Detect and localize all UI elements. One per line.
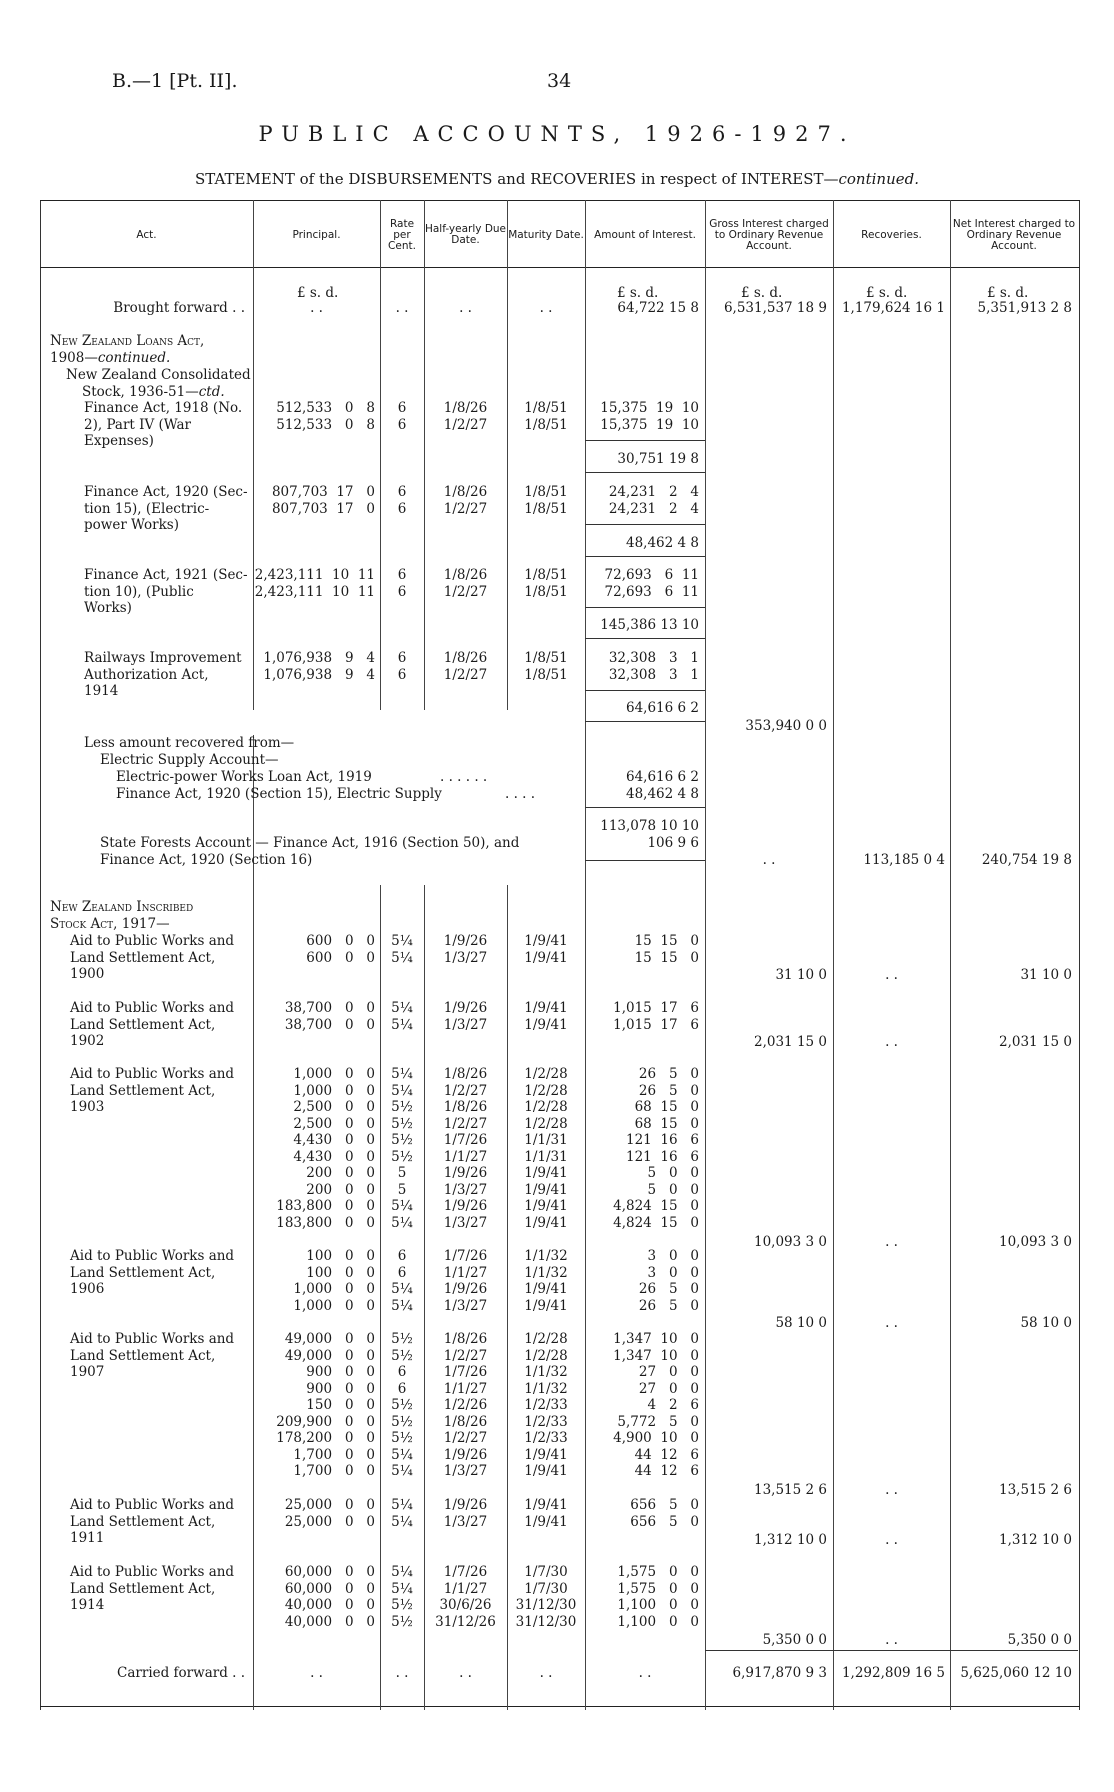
nz-loans-act-heading: New Zealand Loans Act, [50, 333, 205, 349]
amount-aid-1906: 3 0 0 3 0 0 26 5 0 26 5 0 [638, 1248, 699, 1314]
amount-aid-1914: 1,575 0 0 1,575 0 0 1,100 0 0 1,100 0 0 [617, 1564, 699, 1630]
maturity-aid-1907: 1/2/28 1/2/28 1/1/32 1/1/32 1/2/33 1/2/33 1/2/33 1/9/41 1/9/41 [524, 1331, 568, 1479]
rate-aid-1902: 5¼ 5¼ [391, 1000, 413, 1033]
recoveries-currency: £ s. d. [866, 285, 908, 301]
col-divider [380, 200, 381, 710]
amount-aid-1907: 1,347 10 0 1,347 10 0 27 0 0 27 0 0 4 2 6 5,772 5 0 4,900 10 0 44 12 6 44 12 6 [613, 1331, 699, 1479]
state-forests-finance-1920: Finance Act, 1920 (Section 16) [100, 852, 313, 868]
electric-power-works-loan-act: Electric-power Works Loan Act, 1919 [116, 769, 372, 785]
rate-finance-1918: 6 6 [397, 400, 407, 433]
maturity-aid-1914: 1/7/30 1/7/30 31/12/30 31/12/30 [515, 1564, 577, 1630]
brought-net: 5,351,913 2 8 [977, 300, 1072, 316]
principal-aid-1902: 38,700 0 0 38,700 0 0 [284, 1000, 375, 1033]
principal-currency: £ s. d. [297, 285, 339, 301]
due-railways-1914: 1/8/26 1/2/27 [443, 650, 488, 683]
total-finance-1918: 30,751 19 8 [617, 451, 699, 467]
col-header-maturity: Maturity Date. [508, 228, 584, 241]
act-aid-1911: Aid to Public Works and Land Settlement Act, 1911 [70, 1497, 235, 1546]
due-aid-1903: 1/8/26 1/2/27 1/8/26 1/2/27 1/7/26 1/1/27 1/9/26 1/3/27 1/9/26 1/3/27 [443, 1066, 488, 1231]
col-header-net: Net Interest charged to Ordinary Revenue Account. [952, 217, 1076, 252]
net-aid-1911: 1,312 10 0 [999, 1532, 1072, 1548]
principal-railways-1914: 1,076,938 9 4 1,076,938 9 4 [263, 650, 375, 683]
amount-currency: £ s. d. [617, 285, 659, 301]
col-divider [424, 200, 425, 710]
subtotal-rule [585, 556, 705, 557]
recovery-electric-1919: 64,616 6 2 [626, 769, 699, 785]
page-title: PUBLIC ACCOUNTS, 1926-1927. [258, 122, 856, 146]
gross-aid-1914: 5,350 0 0 [762, 1632, 827, 1648]
table-bottom-rule [40, 1706, 1080, 1707]
net-currency: £ s. d. [987, 285, 1029, 301]
net-aid-1907: 13,515 2 6 [999, 1482, 1072, 1498]
carried-forward-label: Carried forward . . [117, 1665, 245, 1681]
brought-principal-dots: . . [310, 300, 323, 316]
gross-currency: £ s. d. [741, 285, 783, 301]
due-aid-1907: 1/8/26 1/2/27 1/7/26 1/1/27 1/2/26 1/8/26 1/2/27 1/9/26 1/3/27 [443, 1331, 488, 1479]
act-railways-1914: Railways Improvement Authorization Act, 1914 [84, 650, 242, 699]
subtotal-rule [585, 690, 705, 691]
due-aid-1906: 1/7/26 1/1/27 1/9/26 1/3/27 [443, 1248, 488, 1314]
total-railways-1914: 64,616 6 2 [626, 700, 699, 716]
less-gross-dots: . . [762, 852, 776, 868]
recoveries-aid-1906: . . [885, 1315, 898, 1331]
gross-consolidated-stock: 353,940 0 0 [745, 718, 827, 734]
rate-aid-1911: 5¼ 5¼ [391, 1497, 413, 1530]
maturity-aid-1903: 1/2/28 1/2/28 1/2/28 1/2/28 1/1/31 1/1/31 1/9/41 1/9/41 1/9/41 1/9/41 [524, 1066, 568, 1231]
principal-aid-1907: 49,000 0 0 49,000 0 0 900 0 0 900 0 0 150 0 0 209,900 0 0 178,200 0 0 1,700 0 0 1,700 0 0 [276, 1331, 375, 1479]
rate-finance-1921: 6 6 [397, 567, 407, 600]
col-header-recoveries: Recoveries. [861, 228, 922, 241]
carried-due-dots: . . [459, 1665, 472, 1681]
carried-amount-dots: . . [638, 1665, 652, 1681]
carried-net: 5,625,060 12 10 [960, 1665, 1072, 1681]
consolidated-stock-years-text: Stock, 1936-51— [82, 384, 199, 400]
amount-aid-1903: 26 5 0 26 5 0 68 15 0 68 15 0 121 16 6 121 16 6 5 0 0 5 0 0 4,824 15 0 4,824 15 0 [613, 1066, 699, 1231]
electric-supply-account-label: Electric Supply Account— [100, 752, 279, 768]
principal-aid-1903: 1,000 0 0 1,000 0 0 2,500 0 0 2,500 0 0 4,430 0 0 4,430 0 0 200 0 0 200 0 0 183,800 0 0 183,800 0 0 [276, 1066, 375, 1231]
amount-finance-1921: 72,693 6 11 72,693 6 11 [604, 567, 699, 600]
act-finance-1921: Finance Act, 1921 (Sec- tion 10), (Public Works) [84, 567, 248, 616]
state-forests-account: State Forests Account — Finance Act, 1916 (Section 50), and [100, 835, 520, 851]
leader-dots: . . . . [505, 786, 536, 802]
page-reference: B.—1 [Pt. II]. [112, 70, 238, 92]
gross-aid-1906: 58 10 0 [775, 1315, 827, 1331]
consolidated-stock-ctd: ctd. [198, 384, 225, 400]
subtotal-rule [585, 440, 705, 441]
due-aid-1911: 1/9/26 1/3/27 [443, 1497, 488, 1530]
recoveries-aid-1907: . . [885, 1482, 898, 1498]
principal-aid-1911: 25,000 0 0 25,000 0 0 [284, 1497, 375, 1530]
maturity-aid-1900: 1/9/41 1/9/41 [524, 933, 568, 966]
maturity-aid-1911: 1/9/41 1/9/41 [524, 1497, 568, 1530]
rate-aid-1900: 5¼ 5¼ [391, 933, 413, 966]
recoveries-total: 113,185 0 4 [863, 852, 945, 868]
page-number: 34 [547, 70, 572, 92]
col-header-principal: Principal. [292, 228, 341, 241]
carried-gross: 6,917,870 9 3 [732, 1665, 827, 1681]
nz-loans-act-continued: continued. [97, 350, 171, 366]
act-aid-1906: Aid to Public Works and Land Settlement Act, 1906 [70, 1248, 235, 1297]
consolidated-stock-title: New Zealand Consolidated [66, 367, 251, 383]
rate-finance-1920: 6 6 [397, 484, 407, 517]
principal-aid-1914: 60,000 0 0 60,000 0 0 40,000 0 0 40,000 0 0 [284, 1564, 375, 1630]
brought-amount: 64,722 15 8 [617, 300, 699, 316]
due-finance-1920: 1/8/26 1/2/27 [443, 484, 488, 517]
principal-finance-1920: 807,703 17 0 807,703 17 0 [271, 484, 375, 517]
nz-inscribed-stock-heading: New Zealand Inscribed [50, 899, 194, 915]
recovery-state-forests: 106 9 6 [647, 835, 699, 851]
recoveries-aid-1902: . . [885, 1034, 898, 1050]
subtotal-rule [585, 807, 705, 808]
recoveries-aid-1911: . . [885, 1532, 898, 1548]
header-rule [40, 267, 1080, 268]
brought-rate-dots: . . [395, 300, 409, 316]
recovery-subtotal: 113,078 10 10 [600, 818, 699, 834]
act-aid-1907: Aid to Public Works and Land Settlement Act, 1907 [70, 1331, 235, 1380]
maturity-finance-1920: 1/8/51 1/8/51 [524, 484, 568, 517]
rate-railways-1914: 6 6 [397, 650, 407, 683]
subtitle-main: STATEMENT of the DISBURSEMENTS and RECOVERIES in respect of INTEREST— [195, 170, 839, 188]
act-aid-1902: Aid to Public Works and Land Settlement Act, 1902 [70, 1000, 235, 1049]
col-header-amount: Amount of Interest. [594, 228, 696, 241]
col-header-rate: Rate per Cent. [388, 217, 416, 252]
total-finance-1921: 145,386 13 10 [600, 617, 699, 633]
principal-finance-1921: 2,423,111 10 11 2,423,111 10 11 [254, 567, 375, 600]
carried-recoveries: 1,292,809 16 5 [841, 1665, 945, 1681]
act-aid-1900: Aid to Public Works and Land Settlement Act, 1900 [70, 933, 235, 982]
brought-gross: 6,531,537 18 9 [723, 300, 827, 316]
amount-finance-1918: 15,375 19 10 15,375 19 10 [600, 400, 699, 433]
net-aid-1914: 5,350 0 0 [1007, 1632, 1072, 1648]
gross-aid-1902: 2,031 15 0 [754, 1034, 827, 1050]
maturity-finance-1921: 1/8/51 1/8/51 [524, 567, 568, 600]
nz-loans-act-year-text: 1908— [50, 350, 98, 366]
brought-recoveries: 1,179,624 16 1 [841, 300, 945, 316]
subtotal-rule [585, 860, 705, 861]
act-finance-1920: Finance Act, 1920 (Sec- tion 15), (Electric- power Works) [84, 484, 248, 533]
carried-maturity-dots: . . [539, 1665, 553, 1681]
subtitle-continued: continued. [838, 170, 919, 188]
act-aid-1903: Aid to Public Works and Land Settlement Act, 1903 [70, 1066, 235, 1115]
subtotal-rule [585, 607, 705, 608]
rate-aid-1903: 5¼ 5¼ 5½ 5½ 5½ 5½ 5 5 5¼ 5¼ [391, 1066, 413, 1231]
amount-aid-1900: 15 15 0 15 15 0 [634, 933, 699, 966]
gross-aid-1900: 31 10 0 [775, 967, 827, 983]
gross-aid-1907: 13,515 2 6 [754, 1482, 827, 1498]
total-finance-1920: 48,462 4 8 [626, 535, 699, 551]
recoveries-aid-1903: . . [885, 1234, 898, 1250]
recoveries-aid-1900: . . [885, 967, 898, 983]
less-recovered-label: Less amount recovered from— [84, 735, 295, 751]
rate-aid-1906: 6 6 5¼ 5¼ [391, 1248, 413, 1314]
rate-aid-1914: 5¼ 5¼ 5½ 5½ [391, 1564, 413, 1630]
total-rule [705, 1650, 1078, 1651]
carried-rate-dots: . . [395, 1665, 409, 1681]
amount-railways-1914: 32,308 3 1 32,308 3 1 [608, 650, 699, 683]
brought-maturity-dots: . . [539, 300, 553, 316]
due-finance-1921: 1/8/26 1/2/27 [443, 567, 488, 600]
amount-aid-1902: 1,015 17 6 1,015 17 6 [613, 1000, 699, 1033]
act-finance-1918: Finance Act, 1918 (No. 2), Part IV (War Expenses) [84, 400, 243, 449]
recovery-finance-1920: 48,462 4 8 [626, 786, 699, 802]
col-header-act: Act. [136, 228, 157, 241]
consolidated-stock-years [82, 384, 225, 401]
recoveries-aid-1914: . . [885, 1632, 898, 1648]
act-aid-1914: Aid to Public Works and Land Settlement Act, 1914 [70, 1564, 235, 1613]
net-consolidated-stock: 240,754 19 8 [981, 852, 1072, 868]
principal-aid-1906: 100 0 0 100 0 0 1,000 0 0 1,000 0 0 [293, 1248, 375, 1314]
principal-finance-1918: 512,533 0 8 512,533 0 8 [276, 400, 375, 433]
subtotal-rule [585, 638, 705, 639]
col-header-halfyearly: Half-yearly Due Date. [424, 223, 507, 246]
col-divider [253, 200, 254, 710]
maturity-aid-1906: 1/1/32 1/1/32 1/9/41 1/9/41 [524, 1248, 568, 1314]
nz-inscribed-stock-year: Stock Act, 1917— [50, 916, 170, 932]
net-aid-1906: 58 10 0 [1020, 1315, 1072, 1331]
net-aid-1902: 2,031 15 0 [999, 1034, 1072, 1050]
subtotal-rule [585, 524, 705, 525]
maturity-aid-1902: 1/9/41 1/9/41 [524, 1000, 568, 1033]
amount-finance-1920: 24,231 2 4 24,231 2 4 [608, 484, 699, 517]
col-divider [507, 200, 508, 710]
nz-loans-act-year [50, 350, 170, 367]
net-aid-1900: 31 10 0 [1020, 967, 1072, 983]
gross-aid-1903: 10,093 3 0 [754, 1234, 827, 1250]
table-top-rule [40, 200, 1080, 201]
maturity-finance-1918: 1/8/51 1/8/51 [524, 400, 568, 433]
subtotal-rule [585, 472, 705, 473]
due-aid-1902: 1/9/26 1/3/27 [443, 1000, 488, 1033]
due-aid-1914: 1/7/26 1/1/27 30/6/26 31/12/26 [435, 1564, 496, 1630]
due-aid-1900: 1/9/26 1/3/27 [443, 933, 488, 966]
maturity-railways-1914: 1/8/51 1/8/51 [524, 650, 568, 683]
rate-aid-1907: 5½ 5½ 6 6 5½ 5½ 5½ 5¼ 5¼ [391, 1331, 413, 1479]
subtotal-rule [585, 721, 705, 722]
leader-dots: . . . . . . [440, 769, 488, 785]
net-aid-1903: 10,093 3 0 [999, 1234, 1072, 1250]
principal-aid-1900: 600 0 0 600 0 0 [306, 933, 375, 966]
brought-forward-label: Brought forward . . [113, 300, 245, 316]
gross-aid-1911: 1,312 10 0 [754, 1532, 827, 1548]
carried-principal-dots: . . [310, 1665, 323, 1681]
brought-due-dots: . . [459, 300, 472, 316]
statement-subtitle [0, 170, 1114, 188]
amount-aid-1911: 656 5 0 656 5 0 [630, 1497, 699, 1530]
finance-1920-electric-supply: Finance Act, 1920 (Section 15), Electric Supply [116, 786, 442, 802]
col-header-gross: Gross Interest charged to Ordinary Revenue Account. [709, 217, 829, 252]
due-finance-1918: 1/8/26 1/2/27 [443, 400, 488, 433]
